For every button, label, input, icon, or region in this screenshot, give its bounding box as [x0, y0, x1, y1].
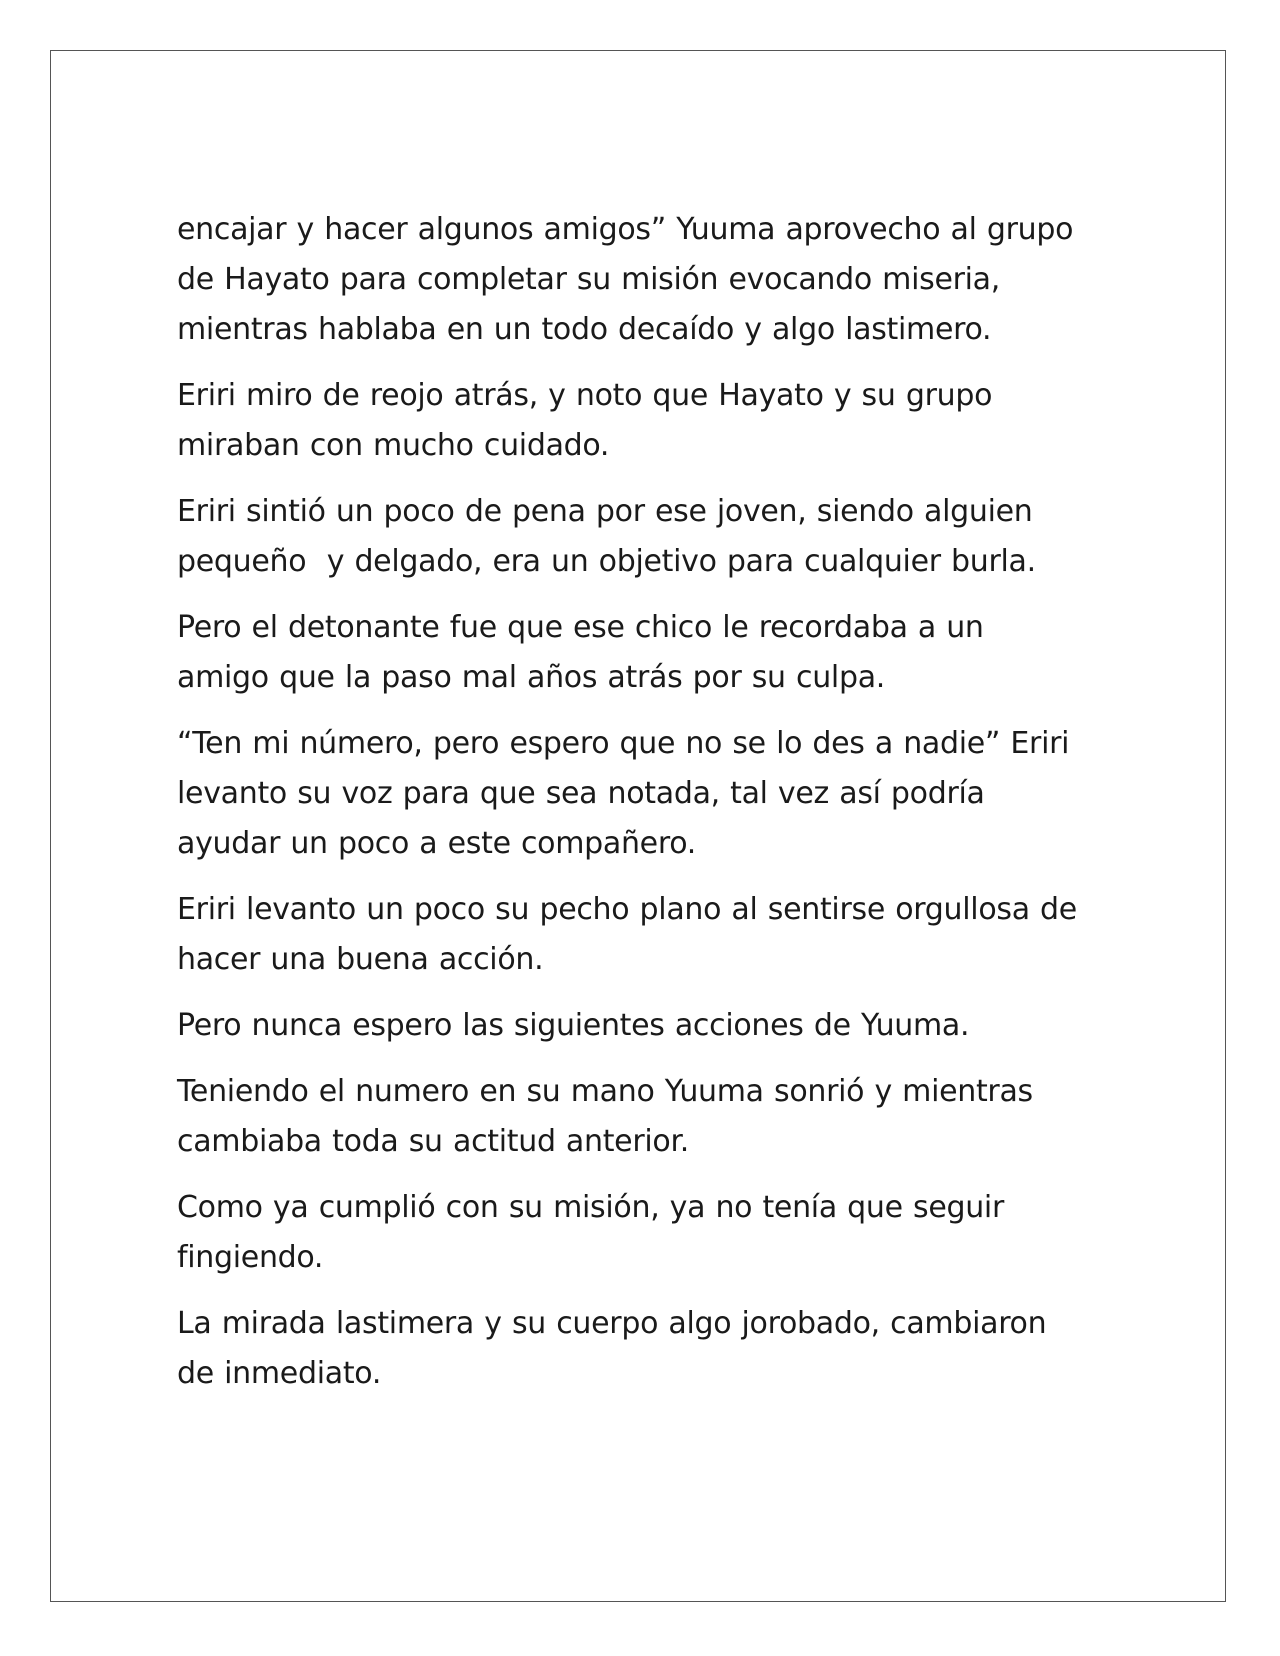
text-line: miraban con mucho cuidado.: [177, 428, 610, 463]
paragraph-7: [177, 1001, 1117, 1051]
paragraph-5: [177, 719, 1117, 869]
text-line: pequeño y delgado, era un objetivo para cualquier burla.: [177, 544, 1036, 579]
text-line: encajar y hacer algunos amigos” Yuuma aprovecho al grupo: [177, 212, 1074, 247]
text-line: Como ya cumplió con su misión, ya no tenía que seguir: [177, 1190, 1004, 1225]
text-line: amigo que la paso mal años atrás por su culpa.: [177, 660, 886, 695]
text-line: cambiaba toda su actitud anterior.: [177, 1124, 689, 1159]
paragraph-2: [177, 371, 1117, 471]
text-line: La mirada lastimera y su cuerpo algo jorobado, cambiaron: [177, 1306, 1047, 1341]
text-line: Teniendo el numero en su mano Yuuma sonrió y mientras: [177, 1074, 1033, 1109]
text-line: “Ten mi número, pero espero que no se lo des a nadie” Eriri: [177, 726, 1070, 761]
text-line: hacer una buena acción.: [177, 942, 544, 977]
paragraph-10: [177, 1299, 1117, 1399]
paragraph-9: [177, 1183, 1117, 1283]
paragraph-8: [177, 1067, 1117, 1167]
text-line: de inmediato.: [177, 1356, 382, 1391]
text-line: mientras hablaba en un todo decaído y algo lastimero.: [177, 312, 992, 347]
paragraph-6: [177, 885, 1117, 985]
text-line: de Hayato para completar su misión evocando miseria,: [177, 262, 1001, 297]
text-line: ayudar un poco a este compañero.: [177, 826, 696, 861]
text-line: Eriri levanto un poco su pecho plano al sentirse orgullosa de: [177, 892, 1077, 927]
document-body: [177, 205, 1117, 1415]
paragraph-4: [177, 603, 1117, 703]
paragraph-3: [177, 487, 1117, 587]
paragraph-1: [177, 205, 1117, 355]
text-line: Eriri miro de reojo atrás, y noto que Hayato y su grupo: [177, 378, 993, 413]
text-line: levanto su voz para que sea notada, tal vez así podría: [177, 776, 985, 811]
text-line: Pero el detonante fue que ese chico le recordaba a un: [177, 610, 984, 645]
text-line: Pero nunca espero las siguientes acciones de Yuuma.: [177, 1008, 970, 1043]
text-line: Eriri sintió un poco de pena por ese joven, siendo alguien: [177, 494, 1033, 529]
text-line: fingiendo.: [177, 1240, 324, 1275]
